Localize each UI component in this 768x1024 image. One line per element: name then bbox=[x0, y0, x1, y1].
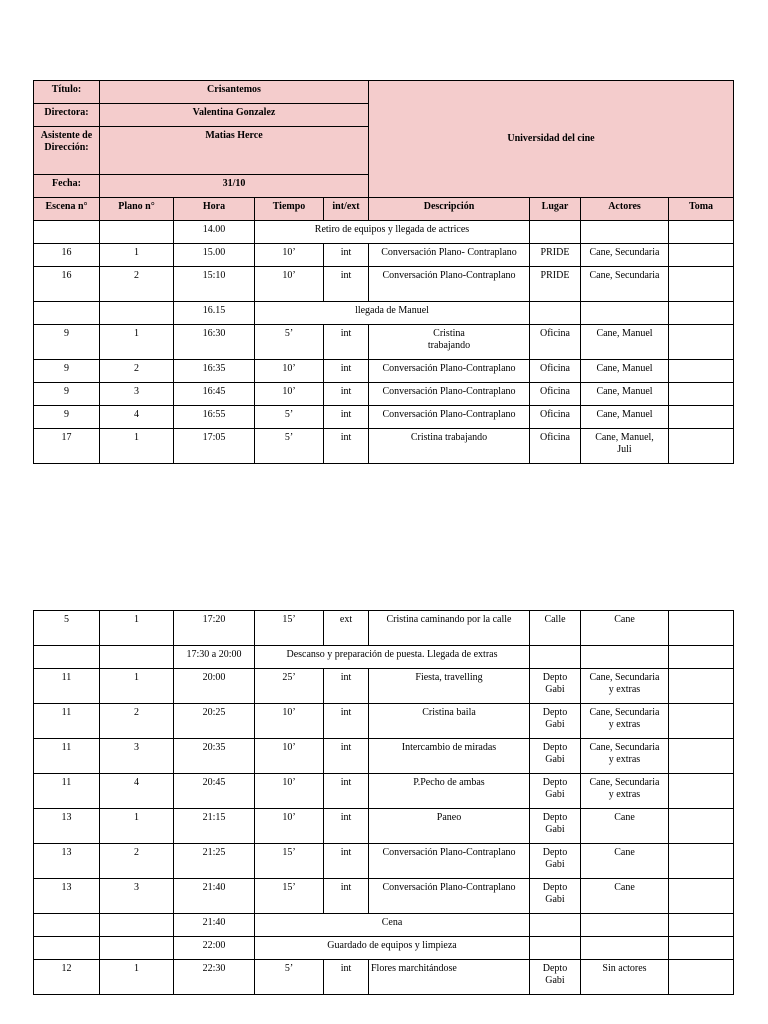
empty-cell bbox=[669, 937, 734, 960]
intext-cell: int bbox=[324, 244, 369, 267]
descripcion-cell: Fiesta, travelling bbox=[369, 669, 530, 704]
hora-cell: 16:30 bbox=[174, 325, 255, 360]
actores-cell: Cane bbox=[581, 611, 669, 646]
escena-cell: 11 bbox=[34, 704, 100, 739]
empty-cell bbox=[100, 914, 174, 937]
plano-cell: 2 bbox=[100, 844, 174, 879]
fecha-label: Fecha: bbox=[34, 175, 100, 198]
col-intext: int/ext bbox=[324, 198, 369, 221]
hora-cell: 20:45 bbox=[174, 774, 255, 809]
lugar-cell: Oficina bbox=[530, 325, 581, 360]
schedule-row bbox=[34, 879, 734, 914]
empty-cell bbox=[34, 221, 100, 244]
hora-cell: 20:25 bbox=[174, 704, 255, 739]
plano-cell: 4 bbox=[100, 406, 174, 429]
intext-cell: int bbox=[324, 809, 369, 844]
plano-cell: 1 bbox=[100, 960, 174, 995]
schedule-row bbox=[34, 809, 734, 844]
descripcion-cell: Cristina trabajando bbox=[369, 325, 530, 360]
tiempo-cell: 10’ bbox=[255, 739, 324, 774]
actores-cell: Cane, Manuel bbox=[581, 360, 669, 383]
empty-cell bbox=[100, 221, 174, 244]
tiempo-cell: 5’ bbox=[255, 406, 324, 429]
note-cell: Guardado de equipos y limpieza bbox=[255, 937, 530, 960]
intext-cell: int bbox=[324, 774, 369, 809]
lugar-cell: Depto Gabi bbox=[530, 774, 581, 809]
actores-cell: Cane, Secundaria bbox=[581, 267, 669, 302]
toma-cell bbox=[669, 879, 734, 914]
lugar-cell: Oficina bbox=[530, 383, 581, 406]
schedule-row bbox=[34, 739, 734, 774]
toma-cell bbox=[669, 429, 734, 464]
toma-cell bbox=[669, 360, 734, 383]
actores-cell: Cane, Manuel bbox=[581, 383, 669, 406]
descripcion-cell: Flores marchitándose bbox=[369, 960, 530, 995]
tiempo-cell: 15’ bbox=[255, 611, 324, 646]
intext-cell: int bbox=[324, 844, 369, 879]
plano-cell: 2 bbox=[100, 267, 174, 302]
col-toma: Toma bbox=[669, 198, 734, 221]
hora-cell: 20:35 bbox=[174, 739, 255, 774]
note-cell: Retiro de equipos y llegada de actrices bbox=[255, 221, 530, 244]
schedule-note-row bbox=[34, 937, 734, 960]
header-table bbox=[33, 80, 734, 198]
intext-cell: int bbox=[324, 739, 369, 774]
note-cell: llegada de Manuel bbox=[255, 302, 530, 325]
universidad-cell: Universidad del cine bbox=[369, 81, 734, 198]
plano-cell: 1 bbox=[100, 244, 174, 267]
hora-cell: 16:55 bbox=[174, 406, 255, 429]
column-header-row bbox=[34, 198, 734, 221]
plano-cell: 1 bbox=[100, 669, 174, 704]
descripcion-cell: Conversación Plano-Contraplano bbox=[369, 267, 530, 302]
schedule-row bbox=[34, 774, 734, 809]
schedule-row bbox=[34, 669, 734, 704]
descripcion-cell: Conversación Plano-Contraplano bbox=[369, 406, 530, 429]
escena-cell: 9 bbox=[34, 406, 100, 429]
tiempo-cell: 15’ bbox=[255, 879, 324, 914]
toma-cell bbox=[669, 774, 734, 809]
toma-cell bbox=[669, 844, 734, 879]
schedule-row bbox=[34, 360, 734, 383]
lugar-cell: Depto Gabi bbox=[530, 669, 581, 704]
descripcion-cell: Conversación Plano-Contraplano bbox=[369, 360, 530, 383]
descripcion-cell: Conversación Plano-Contraplano bbox=[369, 879, 530, 914]
descripcion-cell: Conversación Plano-Contraplano bbox=[369, 844, 530, 879]
schedule-note-row bbox=[34, 221, 734, 244]
lugar-cell: Oficina bbox=[530, 429, 581, 464]
toma-cell bbox=[669, 704, 734, 739]
hora-cell: 21:40 bbox=[174, 914, 255, 937]
schedule-row bbox=[34, 429, 734, 464]
empty-cell bbox=[530, 646, 581, 669]
col-descripcion: Descripción bbox=[369, 198, 530, 221]
intext-cell: int bbox=[324, 879, 369, 914]
hora-cell: 17:20 bbox=[174, 611, 255, 646]
schedule-body-bottom bbox=[34, 611, 734, 995]
titulo-label: Título: bbox=[34, 81, 100, 104]
descripcion-cell: Conversación Plano- Contraplano bbox=[369, 244, 530, 267]
hora-cell: 22:00 bbox=[174, 937, 255, 960]
lugar-cell: Oficina bbox=[530, 406, 581, 429]
escena-cell: 11 bbox=[34, 669, 100, 704]
schedule-table-bottom bbox=[33, 610, 734, 995]
schedule-row bbox=[34, 244, 734, 267]
plano-cell: 2 bbox=[100, 360, 174, 383]
empty-cell bbox=[669, 302, 734, 325]
descripcion-cell: Paneo bbox=[369, 809, 530, 844]
col-actores: Actores bbox=[581, 198, 669, 221]
lugar-cell: Oficina bbox=[530, 360, 581, 383]
escena-cell: 17 bbox=[34, 429, 100, 464]
hora-cell: 16:35 bbox=[174, 360, 255, 383]
escena-cell: 13 bbox=[34, 879, 100, 914]
toma-cell bbox=[669, 244, 734, 267]
hora-cell: 14.00 bbox=[174, 221, 255, 244]
plano-cell: 3 bbox=[100, 739, 174, 774]
col-plano: Plano n° bbox=[100, 198, 174, 221]
empty-cell bbox=[669, 221, 734, 244]
empty-cell bbox=[34, 302, 100, 325]
note-cell: Cena bbox=[255, 914, 530, 937]
escena-cell: 16 bbox=[34, 244, 100, 267]
asistente-label: Asistente de Dirección: bbox=[34, 127, 100, 175]
escena-cell: 13 bbox=[34, 809, 100, 844]
lugar-cell: Depto Gabi bbox=[530, 879, 581, 914]
lugar-cell: PRIDE bbox=[530, 267, 581, 302]
escena-cell: 9 bbox=[34, 360, 100, 383]
lugar-cell: Depto Gabi bbox=[530, 704, 581, 739]
empty-cell bbox=[100, 646, 174, 669]
tiempo-cell: 5’ bbox=[255, 325, 324, 360]
tiempo-cell: 10’ bbox=[255, 774, 324, 809]
escena-cell: 13 bbox=[34, 844, 100, 879]
schedule-row bbox=[34, 704, 734, 739]
asistente-value: Matias Herce bbox=[100, 127, 369, 175]
schedule-row bbox=[34, 844, 734, 879]
col-lugar: Lugar bbox=[530, 198, 581, 221]
toma-cell bbox=[669, 325, 734, 360]
toma-cell bbox=[669, 383, 734, 406]
tiempo-cell: 5’ bbox=[255, 960, 324, 995]
escena-cell: 11 bbox=[34, 739, 100, 774]
tiempo-cell: 10’ bbox=[255, 383, 324, 406]
escena-cell: 12 bbox=[34, 960, 100, 995]
plano-cell: 1 bbox=[100, 809, 174, 844]
hora-cell: 15.00 bbox=[174, 244, 255, 267]
tiempo-cell: 10’ bbox=[255, 267, 324, 302]
empty-cell bbox=[669, 646, 734, 669]
hora-cell: 21:40 bbox=[174, 879, 255, 914]
fecha-value: 31/10 bbox=[100, 175, 369, 198]
actores-cell: Cane, Secundaria bbox=[581, 244, 669, 267]
hora-cell: 21:25 bbox=[174, 844, 255, 879]
schedule-note-row bbox=[34, 914, 734, 937]
lugar-cell: Calle bbox=[530, 611, 581, 646]
actores-cell: Cane bbox=[581, 844, 669, 879]
empty-cell bbox=[581, 937, 669, 960]
intext-cell: int bbox=[324, 669, 369, 704]
hora-cell: 15:10 bbox=[174, 267, 255, 302]
actores-cell: Cane bbox=[581, 879, 669, 914]
lugar-cell: Depto Gabi bbox=[530, 809, 581, 844]
schedule-row bbox=[34, 611, 734, 646]
plano-cell: 3 bbox=[100, 383, 174, 406]
intext-cell: int bbox=[324, 325, 369, 360]
empty-cell bbox=[581, 221, 669, 244]
intext-cell: int bbox=[324, 429, 369, 464]
toma-cell bbox=[669, 669, 734, 704]
intext-cell: int bbox=[324, 383, 369, 406]
titulo-value: Crisantemos bbox=[100, 81, 369, 104]
col-escena: Escena n° bbox=[34, 198, 100, 221]
descripcion-cell: Cristina baila bbox=[369, 704, 530, 739]
descripcion-cell: P.Pecho de ambas bbox=[369, 774, 530, 809]
tiempo-cell: 25’ bbox=[255, 669, 324, 704]
empty-cell bbox=[34, 937, 100, 960]
schedule-row bbox=[34, 325, 734, 360]
descripcion-cell: Cristina trabajando bbox=[369, 429, 530, 464]
schedule-body-top bbox=[34, 221, 734, 464]
hora-cell: 21:15 bbox=[174, 809, 255, 844]
hora-cell: 16:45 bbox=[174, 383, 255, 406]
col-hora: Hora bbox=[174, 198, 255, 221]
actores-cell: Cane bbox=[581, 809, 669, 844]
schedule-note-row bbox=[34, 646, 734, 669]
plano-cell: 1 bbox=[100, 611, 174, 646]
toma-cell bbox=[669, 267, 734, 302]
empty-cell bbox=[100, 302, 174, 325]
escena-cell: 9 bbox=[34, 383, 100, 406]
empty-cell bbox=[581, 914, 669, 937]
descripcion-cell: Cristina caminando por la calle bbox=[369, 611, 530, 646]
intext-cell: int bbox=[324, 360, 369, 383]
hora-cell: 22:30 bbox=[174, 960, 255, 995]
empty-cell bbox=[530, 937, 581, 960]
tiempo-cell: 10’ bbox=[255, 360, 324, 383]
tiempo-cell: 10’ bbox=[255, 809, 324, 844]
actores-cell: Cane, Secundaria y extras bbox=[581, 669, 669, 704]
col-tiempo: Tiempo bbox=[255, 198, 324, 221]
hora-cell: 17:30 a 20:00 bbox=[174, 646, 255, 669]
escena-cell: 11 bbox=[34, 774, 100, 809]
toma-cell bbox=[669, 960, 734, 995]
schedule-note-row bbox=[34, 302, 734, 325]
actores-cell: Cane, Manuel, Juli bbox=[581, 429, 669, 464]
escena-cell: 16 bbox=[34, 267, 100, 302]
lugar-cell: PRIDE bbox=[530, 244, 581, 267]
schedule-row bbox=[34, 383, 734, 406]
descripcion-cell: Conversación Plano-Contraplano bbox=[369, 383, 530, 406]
empty-cell bbox=[34, 914, 100, 937]
empty-cell bbox=[34, 646, 100, 669]
actores-cell: Cane, Secundaria y extras bbox=[581, 704, 669, 739]
lugar-cell: Depto Gabi bbox=[530, 960, 581, 995]
note-cell: Descanso y preparación de puesta. Llegada de extras bbox=[255, 646, 530, 669]
intext-cell: int bbox=[324, 960, 369, 995]
intext-cell: int bbox=[324, 704, 369, 739]
plano-cell: 1 bbox=[100, 429, 174, 464]
tiempo-cell: 15’ bbox=[255, 844, 324, 879]
schedule-row bbox=[34, 267, 734, 302]
plano-cell: 2 bbox=[100, 704, 174, 739]
directora-value: Valentina Gonzalez bbox=[100, 104, 369, 127]
hora-cell: 20:00 bbox=[174, 669, 255, 704]
actores-cell: Cane, Secundaria y extras bbox=[581, 739, 669, 774]
plano-cell: 1 bbox=[100, 325, 174, 360]
directora-label: Directora: bbox=[34, 104, 100, 127]
lugar-cell: Depto Gabi bbox=[530, 739, 581, 774]
empty-cell bbox=[669, 914, 734, 937]
schedule-row bbox=[34, 960, 734, 995]
escena-cell: 9 bbox=[34, 325, 100, 360]
empty-cell bbox=[581, 302, 669, 325]
tiempo-cell: 5’ bbox=[255, 429, 324, 464]
hora-cell: 17:05 bbox=[174, 429, 255, 464]
descripcion-cell: Intercambio de miradas bbox=[369, 739, 530, 774]
tiempo-cell: 10’ bbox=[255, 244, 324, 267]
plano-cell: 4 bbox=[100, 774, 174, 809]
toma-cell bbox=[669, 611, 734, 646]
actores-cell: Cane, Secundaria y extras bbox=[581, 774, 669, 809]
plano-cell: 3 bbox=[100, 879, 174, 914]
empty-cell bbox=[100, 937, 174, 960]
empty-cell bbox=[530, 302, 581, 325]
schedule-table-top bbox=[33, 197, 734, 464]
empty-cell bbox=[581, 646, 669, 669]
actores-cell: Cane, Manuel bbox=[581, 325, 669, 360]
tiempo-cell: 10’ bbox=[255, 704, 324, 739]
toma-cell bbox=[669, 406, 734, 429]
schedule-row bbox=[34, 406, 734, 429]
toma-cell bbox=[669, 739, 734, 774]
intext-cell: int bbox=[324, 267, 369, 302]
actores-cell: Cane, Manuel bbox=[581, 406, 669, 429]
hora-cell: 16.15 bbox=[174, 302, 255, 325]
intext-cell: int bbox=[324, 406, 369, 429]
empty-cell bbox=[530, 914, 581, 937]
intext-cell: ext bbox=[324, 611, 369, 646]
lugar-cell: Depto Gabi bbox=[530, 844, 581, 879]
toma-cell bbox=[669, 809, 734, 844]
actores-cell: Sin actores bbox=[581, 960, 669, 995]
escena-cell: 5 bbox=[34, 611, 100, 646]
empty-cell bbox=[530, 221, 581, 244]
